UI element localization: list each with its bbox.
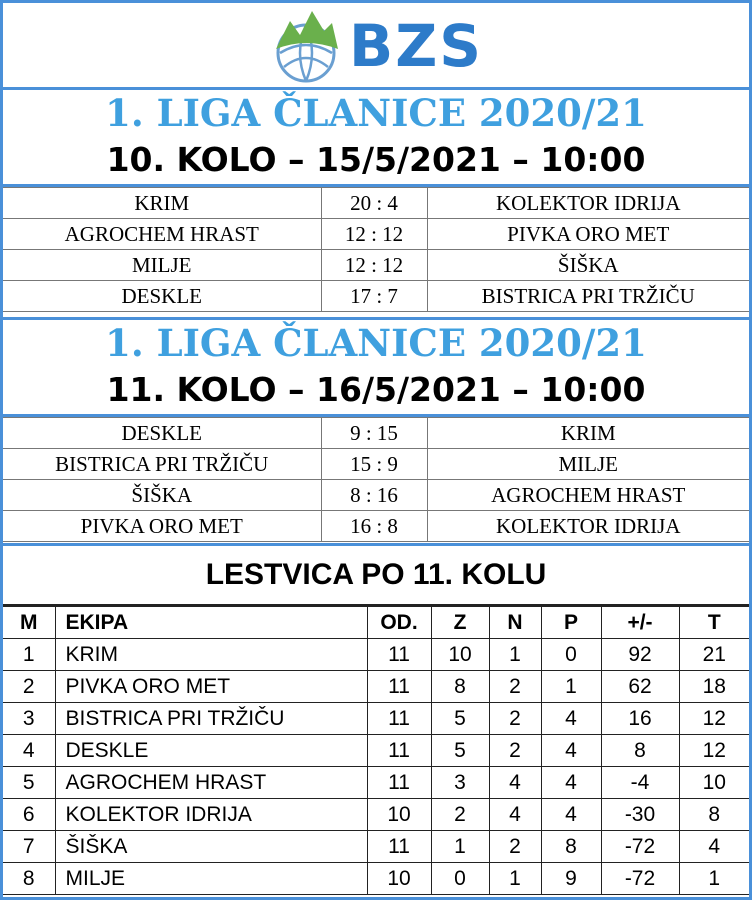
table-row: [3, 831, 749, 863]
logo-text: BZS: [349, 12, 484, 80]
header-wins: Z: [431, 607, 489, 639]
logo-banner: [3, 3, 749, 90]
cell-team: MILJE: [55, 863, 367, 895]
home-team: PIVKA ORO MET: [3, 511, 321, 542]
cell-wins: 8: [431, 671, 489, 703]
cell-goal-diff: -4: [601, 767, 679, 799]
match-score: 9 : 15: [321, 418, 427, 449]
table-row: [3, 767, 749, 799]
header-team: EKIPA: [55, 607, 367, 639]
header-draws: N: [489, 607, 541, 639]
match-score: 8 : 16: [321, 480, 427, 511]
cell-losses: 9: [541, 863, 601, 895]
league-title: 1. LIGA ČLANICE 2020/21: [105, 321, 647, 365]
round-11-matches: [3, 417, 749, 542]
cell-points: 8: [679, 799, 749, 831]
away-team: ŠIŠKA: [427, 250, 749, 281]
cell-wins: 2: [431, 799, 489, 831]
cell-losses: 4: [541, 735, 601, 767]
cell-goal-diff: -72: [601, 831, 679, 863]
table-row: [3, 703, 749, 735]
cell-wins: 5: [431, 735, 489, 767]
cell-wins: 3: [431, 767, 489, 799]
cell-points: 21: [679, 639, 749, 671]
cell-draws: 1: [489, 639, 541, 671]
cell-points: 1: [679, 863, 749, 895]
header-points: T: [679, 607, 749, 639]
cell-points: 10: [679, 767, 749, 799]
cell-losses: 8: [541, 831, 601, 863]
cell-losses: 0: [541, 639, 601, 671]
round-title: 11. KOLO – 16/5/2021 – 10:00: [106, 370, 646, 409]
away-team: KOLEKTOR IDRIJA: [427, 511, 749, 542]
cell-losses: 4: [541, 703, 601, 735]
away-team: KOLEKTOR IDRIJA: [427, 188, 749, 219]
away-team: AGROCHEM HRAST: [427, 480, 749, 511]
match-score: 17 : 7: [321, 281, 427, 312]
cell-draws: 1: [489, 863, 541, 895]
match-row: [3, 250, 749, 281]
cell-wins: 0: [431, 863, 489, 895]
match-score: 15 : 9: [321, 449, 427, 480]
cell-draws: 4: [489, 767, 541, 799]
mountain-ball-logo-icon: [268, 7, 344, 83]
cell-losses: 4: [541, 767, 601, 799]
match-row: [3, 418, 749, 449]
cell-played: 11: [367, 735, 431, 767]
cell-position: 2: [3, 671, 55, 703]
cell-position: 7: [3, 831, 55, 863]
match-row: [3, 449, 749, 480]
home-team: AGROCHEM HRAST: [3, 219, 321, 250]
cell-goal-diff: 92: [601, 639, 679, 671]
home-team: BISTRICA PRI TRŽIČU: [3, 449, 321, 480]
cell-draws: 2: [489, 831, 541, 863]
round-10-matches: [3, 187, 749, 312]
cell-losses: 1: [541, 671, 601, 703]
cell-goal-diff: 16: [601, 703, 679, 735]
cell-goal-diff: -72: [601, 863, 679, 895]
cell-played: 10: [367, 863, 431, 895]
table-row: [3, 639, 749, 671]
away-team: BISTRICA PRI TRŽIČU: [427, 281, 749, 312]
cell-team: KOLEKTOR IDRIJA: [55, 799, 367, 831]
cell-played: 11: [367, 639, 431, 671]
cell-played: 11: [367, 671, 431, 703]
standings-header-row: [3, 607, 749, 639]
cell-goal-diff: 62: [601, 671, 679, 703]
table-row: [3, 799, 749, 831]
match-row: [3, 188, 749, 219]
cell-points: 12: [679, 735, 749, 767]
league-title: 1. LIGA ČLANICE 2020/21: [105, 91, 647, 135]
round-10-header: [3, 90, 749, 187]
table-row: [3, 735, 749, 767]
standings-title: LESTVICA PO 11. KOLU: [3, 543, 749, 606]
cell-position: 4: [3, 735, 55, 767]
cell-team: BISTRICA PRI TRŽIČU: [55, 703, 367, 735]
cell-wins: 1: [431, 831, 489, 863]
match-score: 20 : 4: [321, 188, 427, 219]
home-team: DESKLE: [3, 281, 321, 312]
cell-team: AGROCHEM HRAST: [55, 767, 367, 799]
cell-goal-diff: 8: [601, 735, 679, 767]
away-team: MILJE: [427, 449, 749, 480]
cell-team: DESKLE: [55, 735, 367, 767]
home-team: MILJE: [3, 250, 321, 281]
cell-position: 3: [3, 703, 55, 735]
round-11-header: [3, 317, 749, 417]
header-goal-diff: +/-: [601, 607, 679, 639]
match-row: [3, 480, 749, 511]
table-row: [3, 863, 749, 895]
cell-draws: 2: [489, 735, 541, 767]
cell-position: 8: [3, 863, 55, 895]
match-row: [3, 281, 749, 312]
cell-played: 11: [367, 767, 431, 799]
round-title: 10. KOLO – 15/5/2021 – 10:00: [106, 140, 646, 179]
away-team: PIVKA ORO MET: [427, 219, 749, 250]
cell-played: 11: [367, 831, 431, 863]
header-position: M: [3, 607, 55, 639]
match-score: 16 : 8: [321, 511, 427, 542]
match-score: 12 : 12: [321, 250, 427, 281]
cell-team: KRIM: [55, 639, 367, 671]
cell-team: ŠIŠKA: [55, 831, 367, 863]
cell-goal-diff: -30: [601, 799, 679, 831]
cell-position: 1: [3, 639, 55, 671]
cell-position: 6: [3, 799, 55, 831]
header-losses: P: [541, 607, 601, 639]
away-team: KRIM: [427, 418, 749, 449]
cell-position: 5: [3, 767, 55, 799]
cell-points: 12: [679, 703, 749, 735]
home-team: KRIM: [3, 188, 321, 219]
match-row: [3, 219, 749, 250]
cell-draws: 4: [489, 799, 541, 831]
cell-wins: 5: [431, 703, 489, 735]
cell-points: 18: [679, 671, 749, 703]
home-team: DESKLE: [3, 418, 321, 449]
cell-draws: 2: [489, 703, 541, 735]
header-played: OD.: [367, 607, 431, 639]
cell-played: 11: [367, 703, 431, 735]
match-score: 12 : 12: [321, 219, 427, 250]
cell-losses: 4: [541, 799, 601, 831]
cell-played: 10: [367, 799, 431, 831]
match-row: [3, 511, 749, 542]
cell-team: PIVKA ORO MET: [55, 671, 367, 703]
standings-table: [3, 606, 749, 895]
home-team: ŠIŠKA: [3, 480, 321, 511]
cell-points: 4: [679, 831, 749, 863]
table-row: [3, 671, 749, 703]
cell-wins: 10: [431, 639, 489, 671]
cell-draws: 2: [489, 671, 541, 703]
